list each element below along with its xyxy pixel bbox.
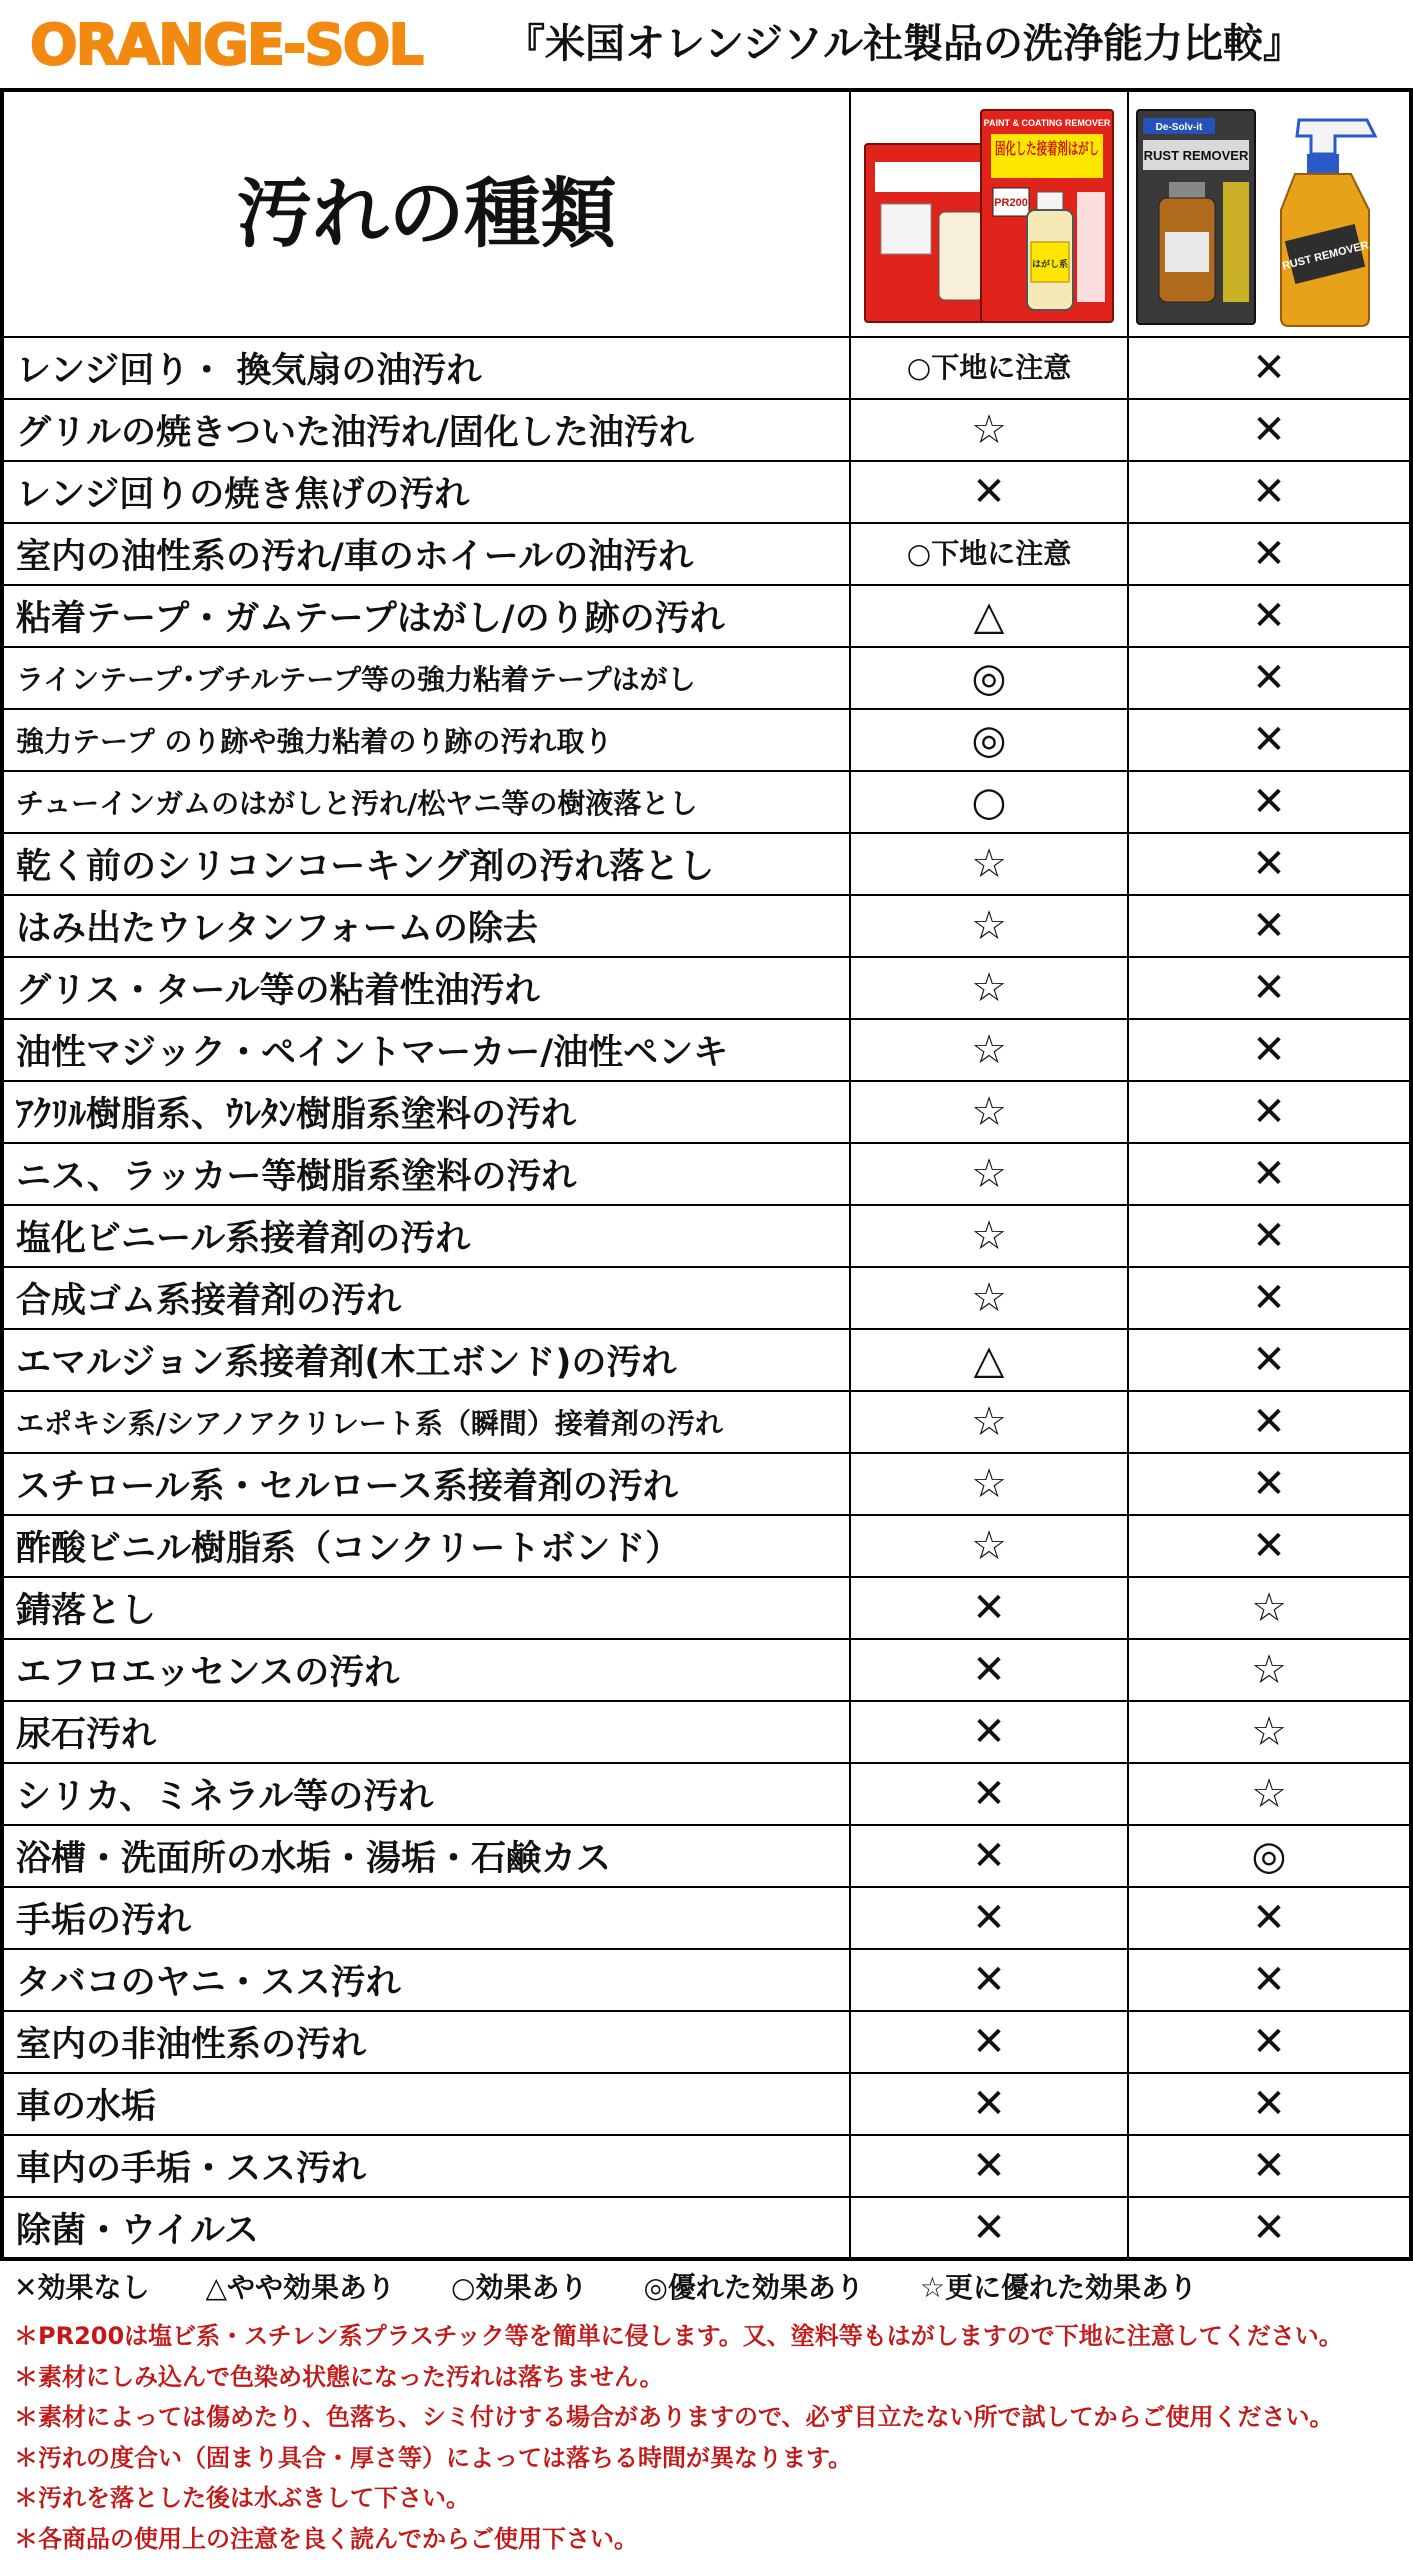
product2-rating: ✕	[1128, 1515, 1411, 1577]
table-row	[2, 1515, 1411, 1577]
product2-rating: ✕	[1128, 461, 1411, 523]
stain-type-label: エポキシ系/シアノアクリレート系（瞬間）接着剤の汚れ	[2, 1391, 850, 1453]
product2-rating: ✕	[1128, 647, 1411, 709]
product2-rating: ✕	[1128, 833, 1411, 895]
product1-rating: ☆	[850, 1019, 1128, 1081]
table-row	[2, 1577, 1411, 1639]
product2-rating: ✕	[1128, 2197, 1411, 2259]
table-row	[2, 957, 1411, 1019]
product1-rating: ✕	[850, 2197, 1128, 2259]
product2-rating: ✕	[1128, 2011, 1411, 2073]
product1-rating: ○	[850, 771, 1128, 833]
product1-rating: ☆	[850, 895, 1128, 957]
product1-rating: ✕	[850, 1577, 1128, 1639]
table-row	[2, 2135, 1411, 2197]
product1-rating: ✕	[850, 1825, 1128, 1887]
legend-item: △やや効果あり	[205, 2271, 396, 2304]
stain-type-label: 油性マジック・ペイントマーカー/油性ペンキ	[2, 1019, 850, 1081]
table-row	[2, 1081, 1411, 1143]
product2-rating: ✕	[1128, 1329, 1411, 1391]
product2-rating: ✕	[1128, 1205, 1411, 1267]
product1-rating: ○下地に注意	[850, 337, 1128, 399]
stain-type-label: はみ出たウレタンフォームの除去	[2, 895, 850, 957]
product2-rating: ✕	[1128, 1081, 1411, 1143]
table-row	[2, 771, 1411, 833]
stain-type-label: 塩化ビニール系接着剤の汚れ	[2, 1205, 850, 1267]
stain-type-label: ｱｸﾘﾙ樹脂系、ｳﾚﾀﾝ樹脂系塗料の汚れ	[2, 1081, 850, 1143]
product2-rating: ✕	[1128, 585, 1411, 647]
stain-type-label: 粘着テープ・ガムテープはがし/のり跡の汚れ	[2, 585, 850, 647]
product2-rating: ✕	[1128, 1019, 1411, 1081]
stain-type-label: シリカ、ミネラル等の汚れ	[2, 1763, 850, 1825]
table-row	[2, 1763, 1411, 1825]
table-row	[2, 461, 1411, 523]
stain-type-label: 車内の手垢・スス汚れ	[2, 2135, 850, 2197]
stain-type-label: 室内の非油性系の汚れ	[2, 2011, 850, 2073]
stain-type-label: グリルの焼きついた油汚れ/固化した油汚れ	[2, 399, 850, 461]
stain-type-label: 尿石汚れ	[2, 1701, 850, 1763]
product1-rating: ✕	[850, 2135, 1128, 2197]
product1-rating: ✕	[850, 1887, 1128, 1949]
product1-rating: ☆	[850, 1143, 1128, 1205]
product1-rating: ☆	[850, 957, 1128, 1019]
product1-rating: ☆	[850, 1391, 1128, 1453]
table-header-row	[2, 90, 1411, 337]
table-row	[2, 709, 1411, 771]
header	[0, 0, 1401, 88]
product2-rating: ☆	[1128, 1577, 1411, 1639]
product1-rating: △	[850, 1329, 1128, 1391]
product2-spray-neck	[1307, 154, 1339, 174]
product2-rating: ✕	[1128, 957, 1411, 1019]
product1-rating: ✕	[850, 2073, 1128, 2135]
product2-rating: ☆	[1128, 1701, 1411, 1763]
note-line: ＊各商品の使用上の注意を良く読んでからご使用下さい。	[14, 2524, 638, 2553]
stain-type-label: 車の水垢	[2, 2073, 850, 2135]
table-row	[2, 2197, 1411, 2259]
product2-spray-trigger	[1297, 120, 1375, 154]
legend-item: ◎優れた効果あり	[643, 2271, 864, 2304]
product2-image	[1129, 92, 1409, 336]
product1-rating: ◎	[850, 647, 1128, 709]
product1-top-label: PAINT & COATING REMOVER	[983, 118, 1111, 128]
note-line: ＊素材によっては傷めたり、色落ち、シミ付けする場合がありますので、必ず目立たない所で試してからご使用ください。	[14, 2403, 1334, 2431]
table-row	[2, 1453, 1411, 1515]
stain-type-label: グリス・タール等の粘着性油汚れ	[2, 957, 850, 1019]
note-line: ＊素材にしみ込んで色染め状態になった汚れは落ちません。	[14, 2362, 664, 2391]
product2-mini-label	[1165, 232, 1209, 272]
product2-rating: ✕	[1128, 2135, 1411, 2197]
product2-box-label: RUST REMOVER	[1143, 148, 1249, 163]
note-line: ＊PR200は塩ビ系・スチレン系プラスチック等を簡単に侵します。又、塗料等もはがしますので下地に注意してください。	[14, 2322, 1343, 2350]
table-row	[2, 1391, 1411, 1453]
product2-rating: ✕	[1128, 1453, 1411, 1515]
product1-illustration	[851, 92, 1125, 336]
product2-rating: ✕	[1128, 771, 1411, 833]
product2-header	[1128, 90, 1411, 337]
notes	[14, 2316, 1394, 2559]
product2-rating: ◎	[1128, 1825, 1411, 1887]
table-row	[2, 585, 1411, 647]
product2-rating: ✕	[1128, 523, 1411, 585]
table-row	[2, 399, 1411, 461]
product1-rating: ◎	[850, 709, 1128, 771]
product1-rating: ☆	[850, 1515, 1128, 1577]
product2-rating: ☆	[1128, 1763, 1411, 1825]
stain-type-label: エフロエッセンスの汚れ	[2, 1639, 850, 1701]
product1-rating: ☆	[850, 833, 1128, 895]
table-row	[2, 2011, 1411, 2073]
product2-rating: ✕	[1128, 1887, 1411, 1949]
product1-rating: ☆	[850, 399, 1128, 461]
product1-rating: ✕	[850, 461, 1128, 523]
product1-rating: ☆	[850, 1267, 1128, 1329]
table-row	[2, 1949, 1411, 2011]
table-row	[2, 337, 1411, 399]
note-line: ＊汚れの度合い（固まり具合・厚さ等）によっては落ちる時間が異なります。	[14, 2443, 853, 2472]
product2-mini-cap	[1169, 182, 1205, 198]
product1-back-bottle	[939, 212, 983, 300]
table-row	[2, 1143, 1411, 1205]
stain-type-label: ラインテープ･ブチルテープ等の強力粘着テープはがし	[2, 647, 850, 709]
product1-back-label	[875, 162, 989, 192]
product1-back-photo	[881, 204, 931, 254]
product2-rating: ✕	[1128, 709, 1411, 771]
stain-type-label: レンジ回りの焼き焦げの汚れ	[2, 461, 850, 523]
stain-type-label: 酢酸ビニル樹脂系（コンクリートボンド）	[2, 1515, 850, 1577]
table-row	[2, 1267, 1411, 1329]
table-row	[2, 1887, 1411, 1949]
table-row	[2, 523, 1411, 585]
note-line: ＊汚れを落とした後は水ぶきして下さい。	[14, 2484, 470, 2512]
stain-type-label: 除菌・ウイルス	[2, 2197, 850, 2259]
table-row	[2, 647, 1411, 709]
legend-item: ☆更に優れた効果あり	[919, 2271, 1197, 2304]
product1-side-text-area	[1077, 192, 1105, 302]
product1-rating: ☆	[850, 1453, 1128, 1515]
table-row	[2, 2073, 1411, 2135]
brand-logo: ORANGE-SOL	[30, 13, 423, 78]
product2-box-side-stripe	[1223, 182, 1249, 302]
product2-illustration	[1129, 92, 1407, 336]
page-title: 『米国オレンジソル社製品の洗浄能力比較』	[505, 21, 1303, 67]
stain-type-label: 浴槽・洗面所の水垢・湯垢・石鹸カス	[2, 1825, 850, 1887]
product1-rating: ☆	[850, 1081, 1128, 1143]
product2-rating: ✕	[1128, 2073, 1411, 2135]
product1-rating: ✕	[850, 1639, 1128, 1701]
stain-type-label: レンジ回り・ 換気扇の油汚れ	[2, 337, 850, 399]
product1-rating: ✕	[850, 1949, 1128, 2011]
product1-bottle-cap	[1037, 192, 1063, 210]
table-body	[2, 337, 1411, 2259]
stain-type-label: タバコのヤニ・スス汚れ	[2, 1949, 850, 2011]
product1-image	[851, 92, 1127, 336]
product2-brand: De-Solv-it	[1155, 122, 1203, 133]
product2-rating: ✕	[1128, 399, 1411, 461]
product1-rating: ✕	[850, 2011, 1128, 2073]
product1-bottle-label: はがし系	[1031, 260, 1069, 270]
stain-type-label: 乾く前のシリコンコーキング剤の汚れ落とし	[2, 833, 850, 895]
product1-header	[850, 90, 1128, 337]
table-row	[2, 1205, 1411, 1267]
table-row	[2, 1639, 1411, 1701]
product1-rating: △	[850, 585, 1128, 647]
stain-type-header: 汚れの種類	[2, 90, 850, 337]
product2-rating: ✕	[1128, 337, 1411, 399]
legend-item: ○効果あり	[451, 2271, 588, 2304]
stain-type-label: 手垢の汚れ	[2, 1887, 850, 1949]
product2-rating: ✕	[1128, 1143, 1411, 1205]
table-row	[2, 1019, 1411, 1081]
stain-type-label: 合成ゴム系接着剤の汚れ	[2, 1267, 850, 1329]
product1-rating: ✕	[850, 1763, 1128, 1825]
product2-rating: ✕	[1128, 895, 1411, 957]
product2-rating: ✕	[1128, 1267, 1411, 1329]
product1-badge: PR200	[994, 197, 1028, 209]
product1-rating: ✕	[850, 1701, 1128, 1763]
legend	[14, 2270, 1394, 2306]
stain-type-label: 室内の油性系の汚れ/車のホイールの油汚れ	[2, 523, 850, 585]
product2-spray-label: RUST REMOVER	[1281, 239, 1370, 273]
stain-type-label: 錆落とし	[2, 1577, 850, 1639]
table-row	[2, 895, 1411, 957]
table-row	[2, 1329, 1411, 1391]
product1-rating: ☆	[850, 1205, 1128, 1267]
stain-type-label: エマルジョン系接着剤(木工ボンド)の汚れ	[2, 1329, 850, 1391]
product1-rating: ○下地に注意	[850, 523, 1128, 585]
product1-name: 固化した接着剤はがし	[995, 139, 1099, 158]
stain-type-label: ニス、ラッカー等樹脂系塗料の汚れ	[2, 1143, 850, 1205]
stain-type-label: チューインガムのはがしと汚れ/松ヤニ等の樹液落とし	[2, 771, 850, 833]
stain-type-label: 強力テープ のり跡や強力粘着のり跡の汚れ取り	[2, 709, 850, 771]
comparison-table	[0, 88, 1413, 2261]
product2-rating: ✕	[1128, 1949, 1411, 2011]
product2-rating: ✕	[1128, 1391, 1411, 1453]
table-row	[2, 1701, 1411, 1763]
table-row	[2, 833, 1411, 895]
legend-item: ✕効果なし	[14, 2271, 150, 2304]
product2-rating: ☆	[1128, 1639, 1411, 1701]
stain-type-label: スチロール系・セルロース系接着剤の汚れ	[2, 1453, 850, 1515]
table-row	[2, 1825, 1411, 1887]
